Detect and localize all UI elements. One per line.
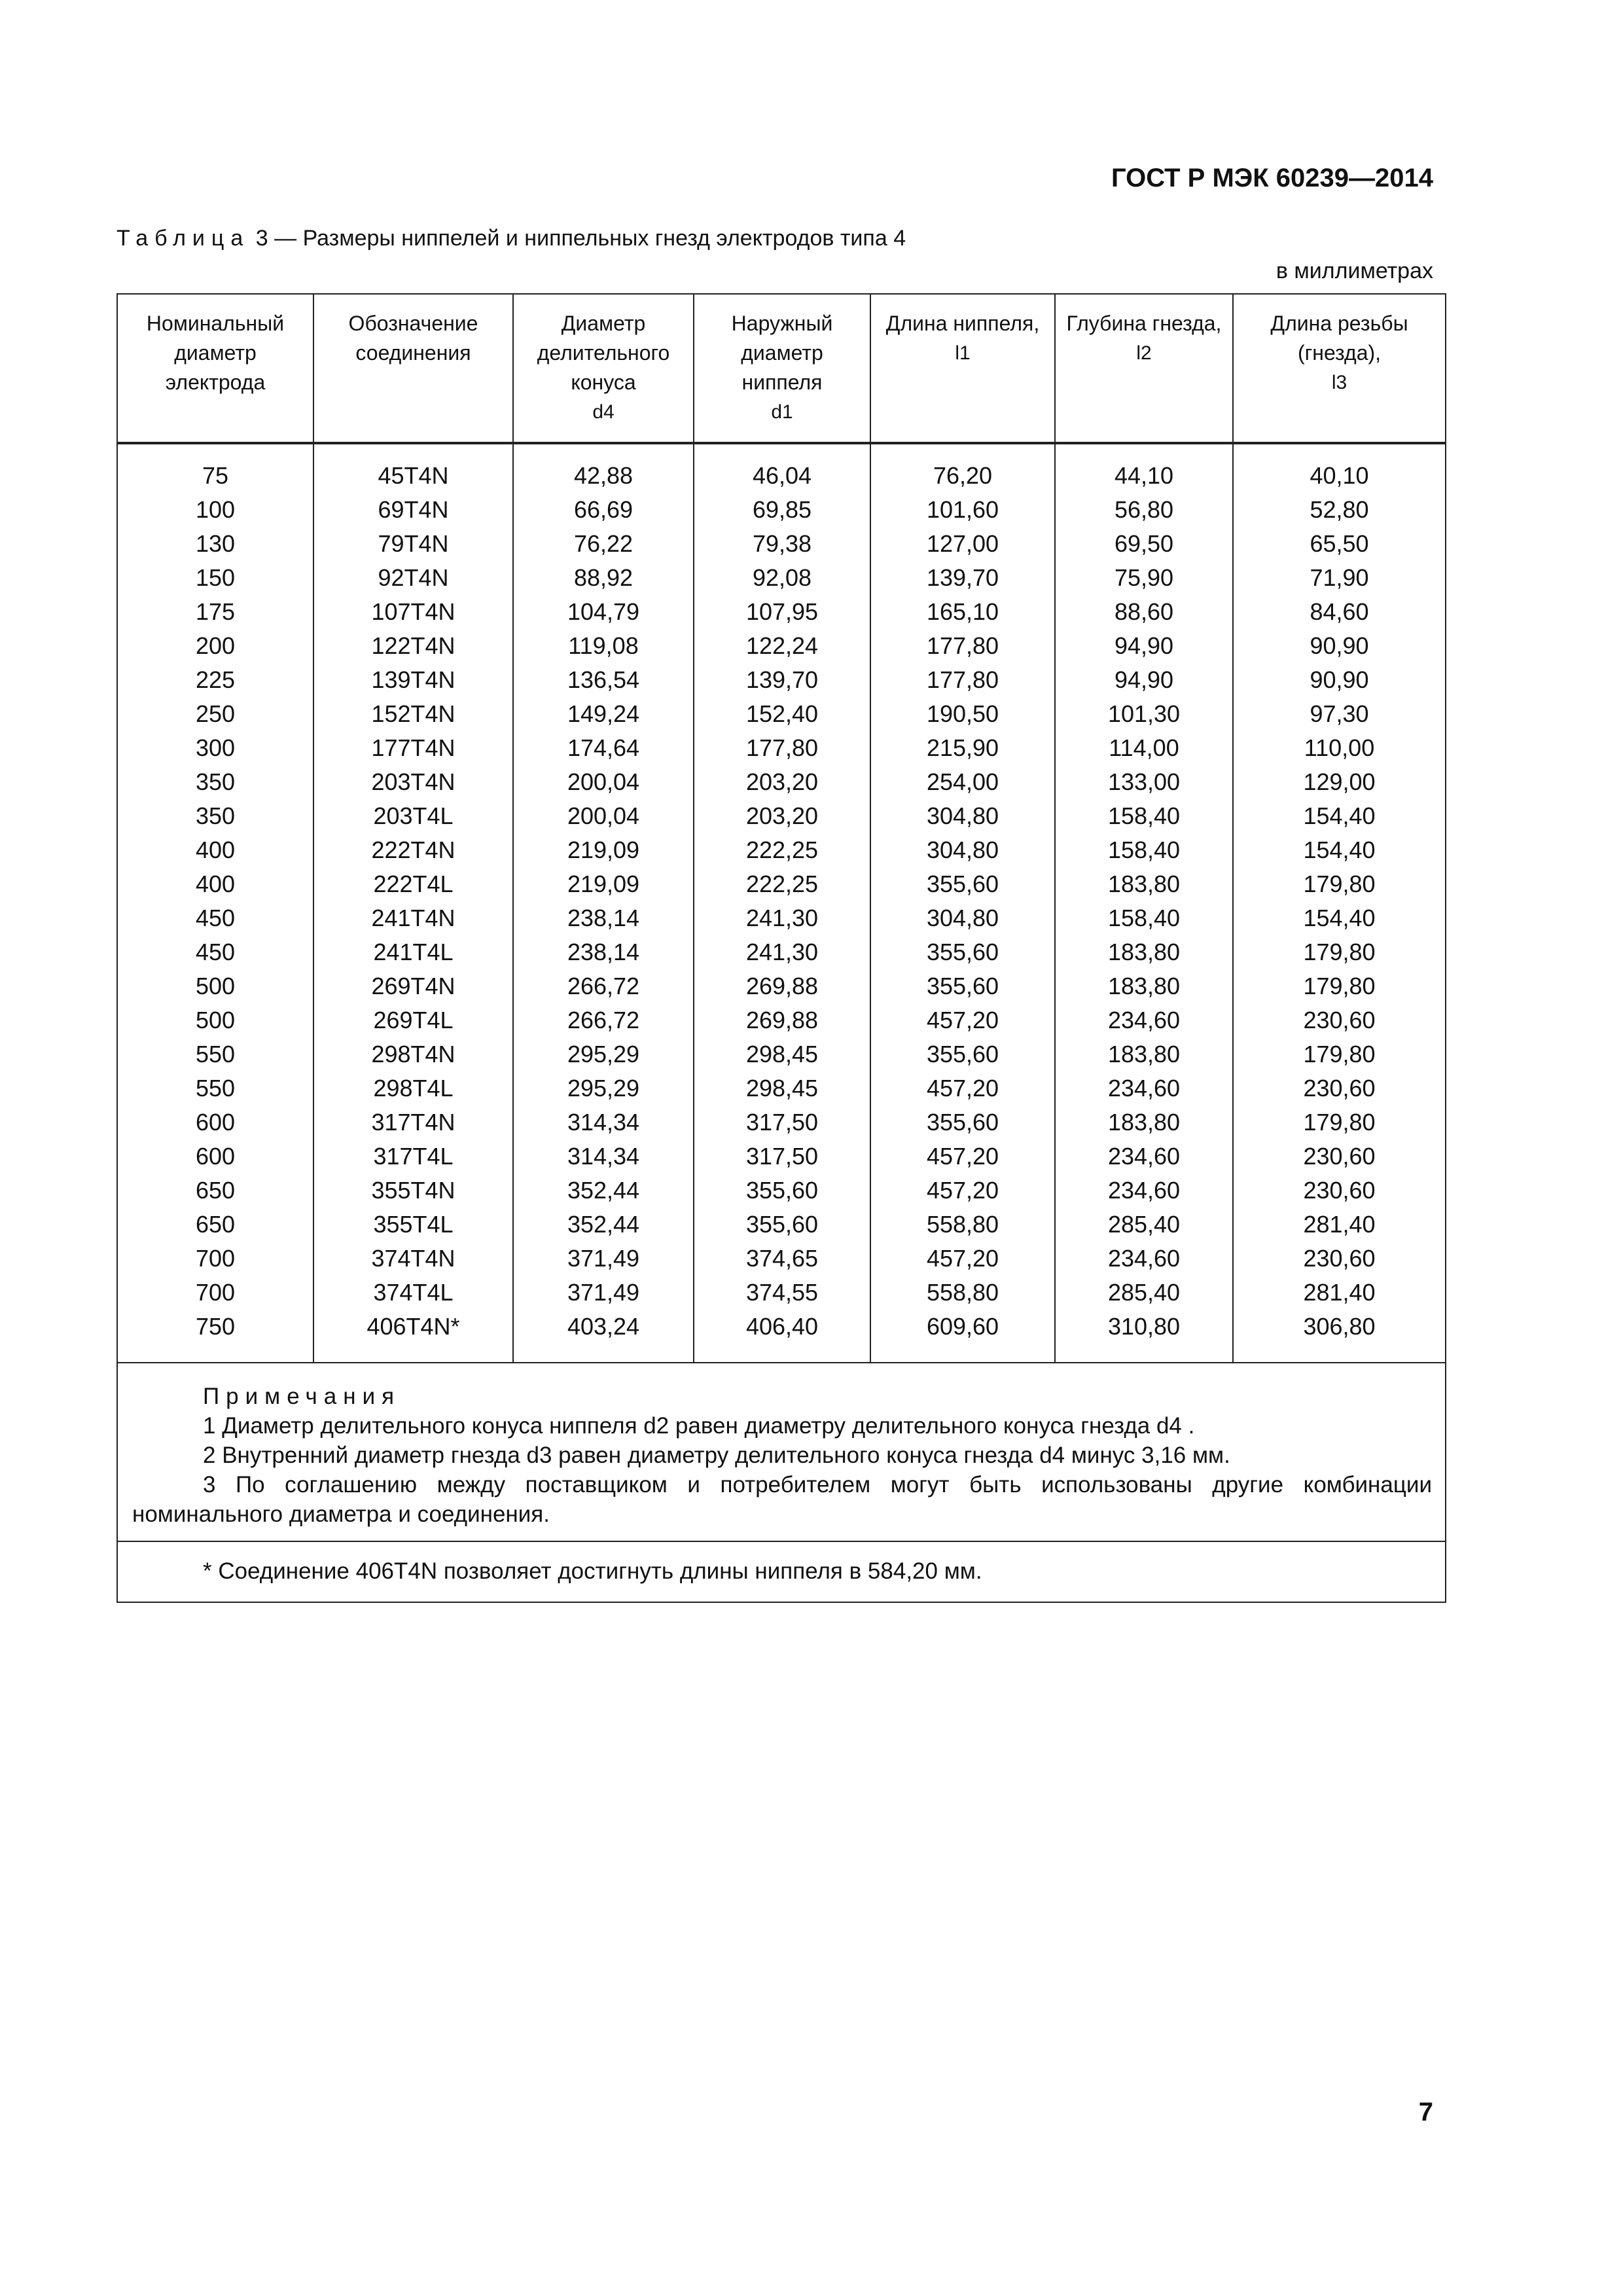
table-cell: 457,20 <box>870 1139 1055 1174</box>
table-cell: 154,40 <box>1233 799 1446 833</box>
table-row <box>117 527 1446 561</box>
column-header-title: Длина резьбы (гнезда), <box>1270 312 1408 365</box>
notes-cell <box>117 1363 1446 1541</box>
table-cell: 136,54 <box>513 663 694 697</box>
table-cell: 100 <box>117 493 313 527</box>
table-cell: 150 <box>117 561 313 595</box>
column-header-symbol: l1 <box>955 342 971 364</box>
table-cell: 203,20 <box>694 799 870 833</box>
table-cell: 374T4L <box>313 1276 513 1310</box>
column-header-6 <box>1055 294 1233 443</box>
table-cell: 222,25 <box>694 833 870 867</box>
table-cell: 457,20 <box>870 1174 1055 1208</box>
column-header-title: Длина ниппеля, <box>885 312 1040 335</box>
table-row <box>117 443 1446 493</box>
table-cell: 700 <box>117 1276 313 1310</box>
table-cell: 215,90 <box>870 731 1055 765</box>
table-row <box>117 1003 1446 1037</box>
table-cell: 285,40 <box>1055 1208 1233 1242</box>
table-cell: 550 <box>117 1037 313 1071</box>
dimensions-table-wrapper <box>116 293 1445 1603</box>
page-number: 7 <box>1418 2098 1433 2126</box>
table-cell: 403,24 <box>513 1310 694 1363</box>
table-cell: 158,40 <box>1055 833 1233 867</box>
table-cell: 69,50 <box>1055 527 1233 561</box>
table-row <box>117 595 1446 629</box>
table-cell: 230,60 <box>1233 1003 1446 1037</box>
table-cell: 94,90 <box>1055 663 1233 697</box>
table-row <box>117 1174 1446 1208</box>
table-cell: 352,44 <box>513 1208 694 1242</box>
table-cell: 238,14 <box>513 935 694 969</box>
table-cell: 304,80 <box>870 901 1055 935</box>
notes-row <box>117 1363 1446 1541</box>
column-header-4 <box>694 294 870 443</box>
table-caption <box>116 226 906 251</box>
table-cell: 222T4N <box>313 833 513 867</box>
table-cell: 450 <box>117 901 313 935</box>
table-row <box>117 561 1446 595</box>
table-cell: 317,50 <box>694 1105 870 1139</box>
table-row <box>117 969 1446 1003</box>
table-row <box>117 731 1446 765</box>
table-cell: 84,60 <box>1233 595 1446 629</box>
table-cell: 234,60 <box>1055 1174 1233 1208</box>
table-cell: 92T4N <box>313 561 513 595</box>
table-cell: 183,80 <box>1055 867 1233 901</box>
table-cell: 66,69 <box>513 493 694 527</box>
table-cell: 558,80 <box>870 1208 1055 1242</box>
table-cell: 65,50 <box>1233 527 1446 561</box>
column-header-1 <box>117 294 313 443</box>
table-cell: 400 <box>117 833 313 867</box>
column-header-title: Наружный диаметр ниппеля <box>731 312 833 394</box>
table-row <box>117 1071 1446 1105</box>
table-cell: 310,80 <box>1055 1310 1233 1363</box>
table-cell: 609,60 <box>870 1310 1055 1363</box>
table-row <box>117 1139 1446 1174</box>
column-header-7 <box>1233 294 1446 443</box>
table-cell: 200,04 <box>513 765 694 799</box>
table-row <box>117 1105 1446 1139</box>
table-cell: 97,30 <box>1233 697 1446 731</box>
table-cell: 241,30 <box>694 901 870 935</box>
table-cell: 298T4N <box>313 1037 513 1071</box>
table-cell: 149,24 <box>513 697 694 731</box>
table-cell: 177,80 <box>870 663 1055 697</box>
table-cell: 295,29 <box>513 1071 694 1105</box>
note-2: 2 Внутренний диаметр гнезда d3 равен диаметру делительного конуса гнезда d4 минус 3,16 мм. <box>203 1443 1230 1468</box>
table-cell: 317,50 <box>694 1139 870 1174</box>
table-cell: 179,80 <box>1233 867 1446 901</box>
table-cell: 52,80 <box>1233 493 1446 527</box>
table-cell: 42,88 <box>513 443 694 493</box>
table-cell: 371,49 <box>513 1276 694 1310</box>
table-cell: 177T4N <box>313 731 513 765</box>
table-cell: 238,14 <box>513 901 694 935</box>
table-cell: 158,40 <box>1055 799 1233 833</box>
table-cell: 317T4N <box>313 1105 513 1139</box>
table-cell: 225 <box>117 663 313 697</box>
table-cell: 183,80 <box>1055 1037 1233 1071</box>
table-cell: 88,60 <box>1055 595 1233 629</box>
column-header-title: Глубина гнезда, <box>1066 312 1222 335</box>
table-row <box>117 1208 1446 1242</box>
table-cell: 40,10 <box>1233 443 1446 493</box>
table-cell: 269T4N <box>313 969 513 1003</box>
table-cell: 457,20 <box>870 1242 1055 1276</box>
table-row <box>117 629 1446 663</box>
table-cell: 355,60 <box>870 867 1055 901</box>
table-cell: 179,80 <box>1233 1105 1446 1139</box>
table-cell: 352,44 <box>513 1174 694 1208</box>
column-header-5 <box>870 294 1055 443</box>
footnote-row <box>117 1541 1446 1602</box>
table-cell: 76,22 <box>513 527 694 561</box>
table-cell: 269,88 <box>694 1003 870 1037</box>
table-cell: 122,24 <box>694 629 870 663</box>
table-cell: 234,60 <box>1055 1242 1233 1276</box>
table-cell: 374,55 <box>694 1276 870 1310</box>
table-cell: 152T4N <box>313 697 513 731</box>
table-cell: 254,00 <box>870 765 1055 799</box>
table-cell: 266,72 <box>513 969 694 1003</box>
table-cell: 700 <box>117 1242 313 1276</box>
table-cell: 90,90 <box>1233 663 1446 697</box>
table-cell: 56,80 <box>1055 493 1233 527</box>
table-cell: 177,80 <box>694 731 870 765</box>
table-header-row <box>117 294 1446 443</box>
table-cell: 179,80 <box>1233 969 1446 1003</box>
table-cell: 266,72 <box>513 1003 694 1037</box>
table-cell: 114,00 <box>1055 731 1233 765</box>
table-cell: 79T4N <box>313 527 513 561</box>
table-cell: 374T4N <box>313 1242 513 1276</box>
column-header-symbol: l2 <box>1136 342 1152 364</box>
column-header-title: Номинальный диаметр электрода <box>146 312 285 394</box>
table-row <box>117 867 1446 901</box>
table-cell: 107,95 <box>694 595 870 629</box>
table-row <box>117 901 1446 935</box>
table-cell: 165,10 <box>870 595 1055 629</box>
table-row <box>117 697 1446 731</box>
table-cell: 92,08 <box>694 561 870 595</box>
table-cell: 355,60 <box>870 1105 1055 1139</box>
table-cell: 234,60 <box>1055 1003 1233 1037</box>
table-row <box>117 1242 1446 1276</box>
table-cell: 79,38 <box>694 527 870 561</box>
table-cell: 230,60 <box>1233 1071 1446 1105</box>
table-cell: 190,50 <box>870 697 1055 731</box>
note-3: 3 По соглашению между поставщиком и потребителем могут быть использованы другие комбинации номинального диаметра и соединения. <box>132 1472 1432 1527</box>
table-cell: 179,80 <box>1233 1037 1446 1071</box>
table-cell: 406T4N* <box>313 1310 513 1363</box>
table-cell: 350 <box>117 765 313 799</box>
table-cell: 219,09 <box>513 833 694 867</box>
table-cell: 152,40 <box>694 697 870 731</box>
table-cell: 75,90 <box>1055 561 1233 595</box>
table-cell: 300 <box>117 731 313 765</box>
table-cell: 203,20 <box>694 765 870 799</box>
column-header-symbol: d1 <box>771 401 793 423</box>
table-cell: 230,60 <box>1233 1139 1446 1174</box>
footnote-cell: * Соединение 406T4N позволяет достигнуть длины ниппеля в 584,20 мм. <box>117 1541 1446 1602</box>
table-row <box>117 799 1446 833</box>
table-cell: 317T4L <box>313 1139 513 1174</box>
table-caption-text: 3 — Размеры ниппелей и ниппельных гнезд электродов типа 4 <box>255 226 906 251</box>
table-cell: 104,79 <box>513 595 694 629</box>
table-cell: 154,40 <box>1233 901 1446 935</box>
table-cell: 88,92 <box>513 561 694 595</box>
table-cell: 457,20 <box>870 1071 1055 1105</box>
table-cell: 457,20 <box>870 1003 1055 1037</box>
table-cell: 110,00 <box>1233 731 1446 765</box>
table-cell: 101,60 <box>870 493 1055 527</box>
document-code: ГОСТ Р МЭК 60239—2014 <box>1111 164 1433 192</box>
column-header-symbol: l3 <box>1331 372 1347 393</box>
table-cell: 158,40 <box>1055 901 1233 935</box>
table-cell: 222,25 <box>694 867 870 901</box>
table-cell: 298,45 <box>694 1037 870 1071</box>
table-cell: 230,60 <box>1233 1242 1446 1276</box>
table-cell: 119,08 <box>513 629 694 663</box>
table-cell: 174,64 <box>513 731 694 765</box>
table-cell: 230,60 <box>1233 1174 1446 1208</box>
table-cell: 127,00 <box>870 527 1055 561</box>
table-cell: 406,40 <box>694 1310 870 1363</box>
table-cell: 133,00 <box>1055 765 1233 799</box>
table-row <box>117 1037 1446 1071</box>
table-row <box>117 765 1446 799</box>
column-header-symbol: d4 <box>592 401 615 423</box>
table-cell: 234,60 <box>1055 1139 1233 1174</box>
table-cell: 269T4L <box>313 1003 513 1037</box>
table-row <box>117 833 1446 867</box>
table-cell: 355T4N <box>313 1174 513 1208</box>
table-cell: 241T4L <box>313 935 513 969</box>
table-cell: 285,40 <box>1055 1276 1233 1310</box>
table-cell: 295,29 <box>513 1037 694 1071</box>
table-cell: 355,60 <box>870 935 1055 969</box>
table-cell: 177,80 <box>870 629 1055 663</box>
table-cell: 122T4N <box>313 629 513 663</box>
table-row <box>117 663 1446 697</box>
table-cell: 241T4N <box>313 901 513 935</box>
table-row <box>117 1310 1446 1363</box>
table-cell: 183,80 <box>1055 1105 1233 1139</box>
table-cell: 45T4N <box>313 443 513 493</box>
column-header-2 <box>313 294 513 443</box>
table-cell: 241,30 <box>694 935 870 969</box>
table-row <box>117 1276 1446 1310</box>
table-cell: 101,30 <box>1055 697 1233 731</box>
table-cell: 75 <box>117 443 313 493</box>
table-cell: 250 <box>117 697 313 731</box>
table-cell: 183,80 <box>1055 969 1233 1003</box>
table-cell: 183,80 <box>1055 935 1233 969</box>
table-cell: 281,40 <box>1233 1208 1446 1242</box>
table-caption-label: Таблица <box>116 226 250 251</box>
column-header-3 <box>513 294 694 443</box>
table-cell: 306,80 <box>1233 1310 1446 1363</box>
table-cell: 269,88 <box>694 969 870 1003</box>
table-cell: 371,49 <box>513 1242 694 1276</box>
table-cell: 200,04 <box>513 799 694 833</box>
table-cell: 650 <box>117 1174 313 1208</box>
table-cell: 219,09 <box>513 867 694 901</box>
table-cell: 550 <box>117 1071 313 1105</box>
table-row <box>117 493 1446 527</box>
table-cell: 500 <box>117 969 313 1003</box>
table-cell: 129,00 <box>1233 765 1446 799</box>
table-cell: 298,45 <box>694 1071 870 1105</box>
table-cell: 355,60 <box>694 1208 870 1242</box>
table-cell: 304,80 <box>870 833 1055 867</box>
table-cell: 281,40 <box>1233 1276 1446 1310</box>
table-cell: 450 <box>117 935 313 969</box>
table-cell: 71,90 <box>1233 561 1446 595</box>
table-cell: 46,04 <box>694 443 870 493</box>
table-cell: 355,60 <box>694 1174 870 1208</box>
table-body <box>117 443 1446 1363</box>
table-cell: 600 <box>117 1139 313 1174</box>
table-cell: 69,85 <box>694 493 870 527</box>
note-1: 1 Диаметр делительного конуса ниппеля d2 равен диаметру делительного конуса гнезда d4 . <box>203 1413 1195 1439</box>
notes-heading: Примечания <box>203 1384 401 1409</box>
table-cell: 107T4N <box>313 595 513 629</box>
table-cell: 750 <box>117 1310 313 1363</box>
table-row <box>117 935 1446 969</box>
table-cell: 179,80 <box>1233 935 1446 969</box>
units-label: в миллиметрах <box>1275 259 1433 283</box>
table-cell: 350 <box>117 799 313 833</box>
table-cell: 314,34 <box>513 1139 694 1174</box>
table-cell: 304,80 <box>870 799 1055 833</box>
table-cell: 139,70 <box>694 663 870 697</box>
table-cell: 650 <box>117 1208 313 1242</box>
table-cell: 130 <box>117 527 313 561</box>
table-cell: 139,70 <box>870 561 1055 595</box>
table-cell: 374,65 <box>694 1242 870 1276</box>
table-cell: 154,40 <box>1233 833 1446 867</box>
table-cell: 314,34 <box>513 1105 694 1139</box>
table-cell: 500 <box>117 1003 313 1037</box>
table-cell: 355,60 <box>870 1037 1055 1071</box>
column-header-title: Обозначение соединения <box>348 312 478 365</box>
table-cell: 600 <box>117 1105 313 1139</box>
table-cell: 355T4L <box>313 1208 513 1242</box>
table-cell: 94,90 <box>1055 629 1233 663</box>
table-cell: 234,60 <box>1055 1071 1233 1105</box>
table-cell: 203T4L <box>313 799 513 833</box>
table-cell: 76,20 <box>870 443 1055 493</box>
dimensions-table <box>116 293 1446 1603</box>
table-cell: 175 <box>117 595 313 629</box>
table-cell: 200 <box>117 629 313 663</box>
table-cell: 69T4N <box>313 493 513 527</box>
table-cell: 90,90 <box>1233 629 1446 663</box>
table-cell: 298T4L <box>313 1071 513 1105</box>
table-cell: 400 <box>117 867 313 901</box>
table-cell: 203T4N <box>313 765 513 799</box>
table-cell: 139T4N <box>313 663 513 697</box>
table-cell: 355,60 <box>870 969 1055 1003</box>
table-cell: 44,10 <box>1055 443 1233 493</box>
column-header-title: Диаметр делительного конуса <box>537 312 670 394</box>
table-cell: 222T4L <box>313 867 513 901</box>
table-cell: 558,80 <box>870 1276 1055 1310</box>
